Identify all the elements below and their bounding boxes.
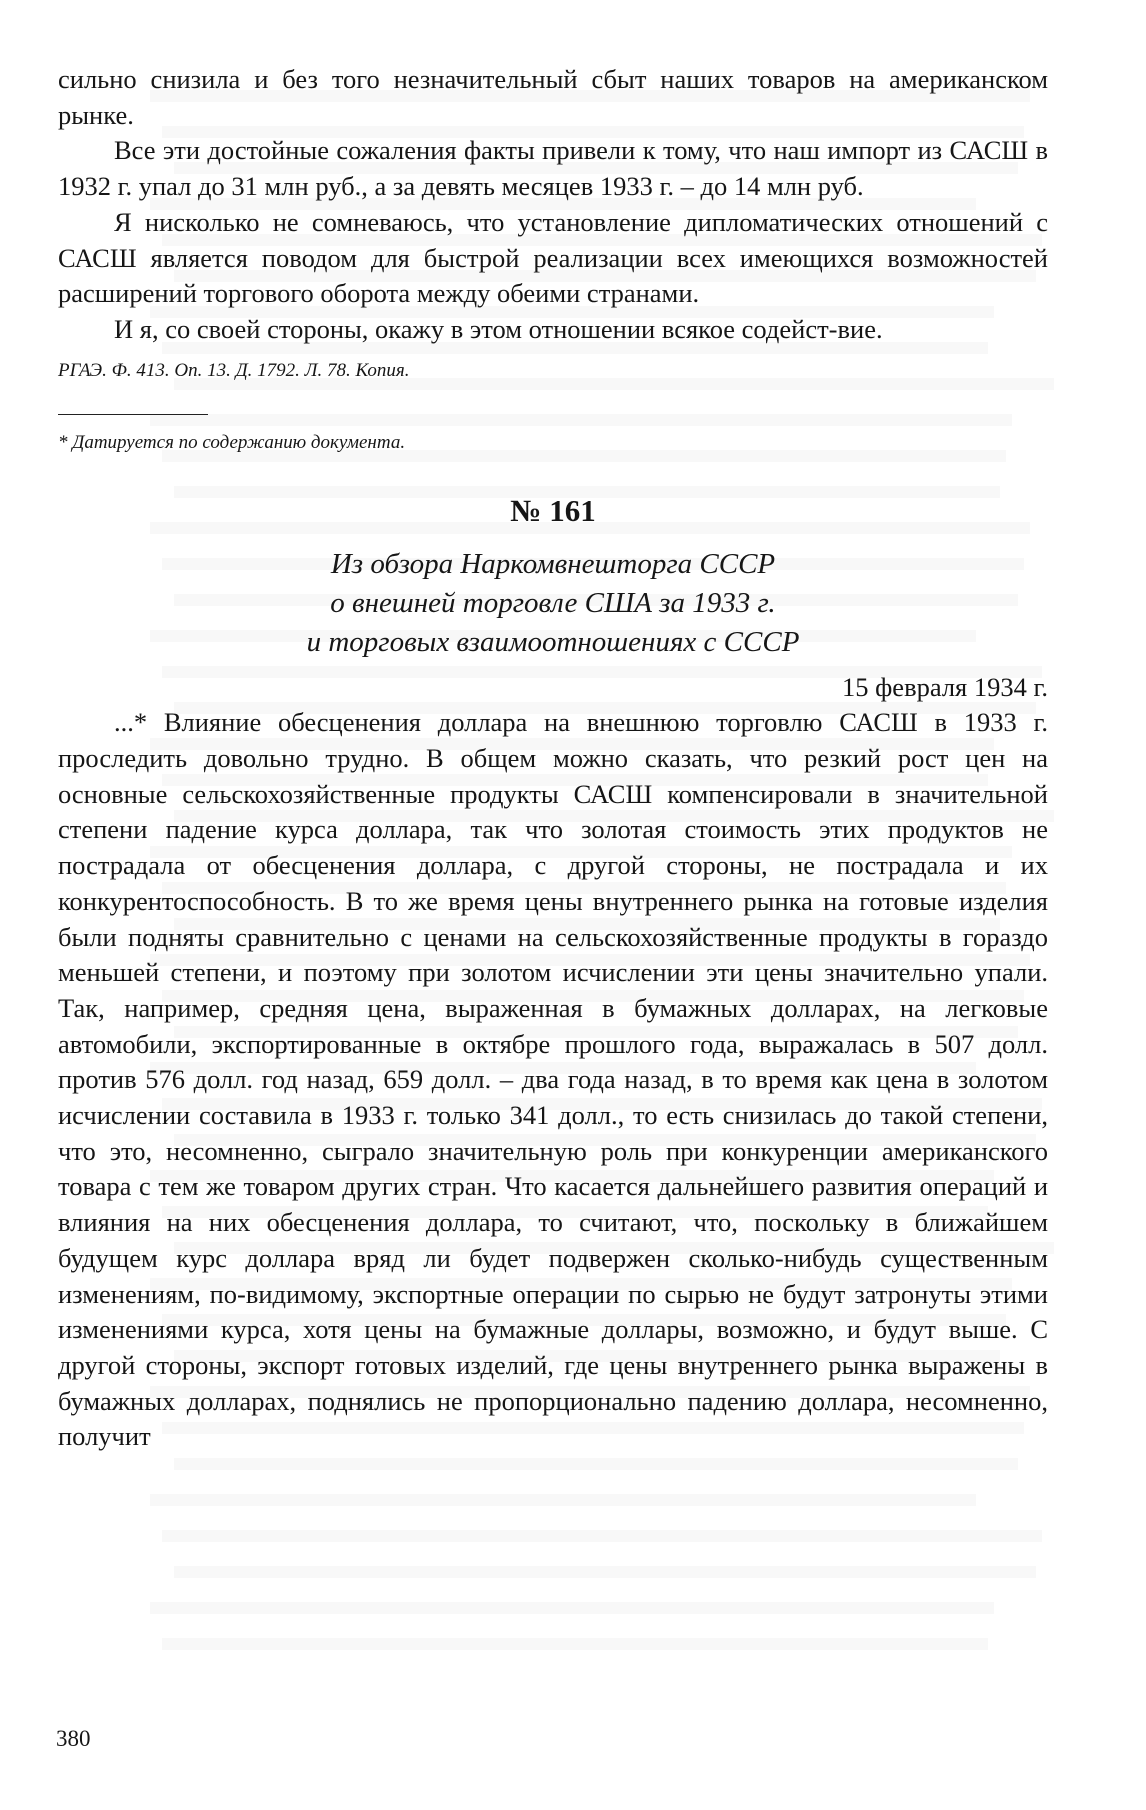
show-through-line (162, 1530, 1042, 1542)
document-title-line-3: и торговых взаимоотношениях с СССР (306, 625, 800, 658)
archive-source-citation: РГАЭ. Ф. 413. Оп. 13. Д. 1792. Л. 78. Копия. (58, 359, 410, 381)
show-through-line (174, 1458, 1018, 1470)
book-page (58, 62, 1048, 1455)
intro-paragraph-2: Все эти достойные сожаления факты привели к тому, что наш импорт из САСШ в 1932 г. упал до 31 млн руб., а за девять месяцев 1933 г. – до 14 млн руб. (58, 135, 1048, 202)
footnote-divider (58, 414, 208, 415)
document-title (58, 545, 1048, 662)
document-title-line-1: Из обзора Наркомвнешторга СССР (330, 547, 776, 580)
document-body: ...* Влияние обесценения доллара на внешнюю торговлю САСШ в 1933 г. проследить довольно трудно. В общем можно сказать, что резкий рост цен на основные сельскохозяйственные продукты САСШ компенсировали в значительной степени падение курса доллара, так что золотая стоимость этих продуктов не пострадала от обесценения доллара, с другой стороны, не пострадала и их конкурентоспособность. В то же время цены внутреннего рынка на готовые изделия были подняты сравнительно с ценами на сельскохозяйственные продукты в гораздо меньшей степени, и поэтому при золотом исчислении эти цены значительно упали. Так, например, средняя цена, выраженная в бумажных долларах, на легковые автомобили, экспортированные в октябре прошлого года, выражалась в 507 долл. против 576 долл. год назад, 659 долл. – два года назад, в то время как цена в золотом исчислении составила в 1933 г. только 341 долл., то есть снизилась до такой степени, что это, несомненно, сыграло значительную роль при конкуренции американского товара с тем же товаром других стран. Что касается дальнейшего развития операций и влияния на них обесценения доллара, то считают, что, поскольку в ближайшем будущем курс доллара вряд ли будет подвержен сколько-нибудь существенным изменениям, по-видимому, экспортные операции по сырью не будут затронуты этими изменениями курса, хотя цены на бумажные доллары, возможно, и будут выше. С другой стороны, экспорт готовых изделий, где цены внутреннего рынка выражены в бумажных долларах, поднялись не пропорционально падению доллара, несомненно, получит (58, 707, 1048, 1452)
show-through-line (174, 1566, 1036, 1578)
intro-paragraph-1: сильно снизила и без того незначительный сбыт наших товаров на американском рынке. (58, 64, 1048, 130)
page-number: 380 (56, 1726, 91, 1751)
intro-paragraph-3: Я нисколько не сомневаюсь, что установление дипломатических отношений с САСШ является поводом для быстрой реализации всех имеющихся возможностей расширений торгового оборота между обеими странами. (58, 206, 1048, 309)
show-through-line (150, 1494, 976, 1506)
document-number: № 161 (510, 492, 596, 528)
document-date: 15 февраля 1934 г. (842, 671, 1048, 702)
document-title-line-2: о внешней торговле США за 1933 г. (330, 586, 776, 619)
show-through-line (150, 1602, 994, 1614)
footnote: * Датируется по содержанию документа. (58, 431, 406, 453)
show-through-line (162, 1638, 988, 1650)
intro-paragraph-4: И я, со своей стороны, окажу в этом отношении всякое содейст-вие. (114, 313, 883, 344)
